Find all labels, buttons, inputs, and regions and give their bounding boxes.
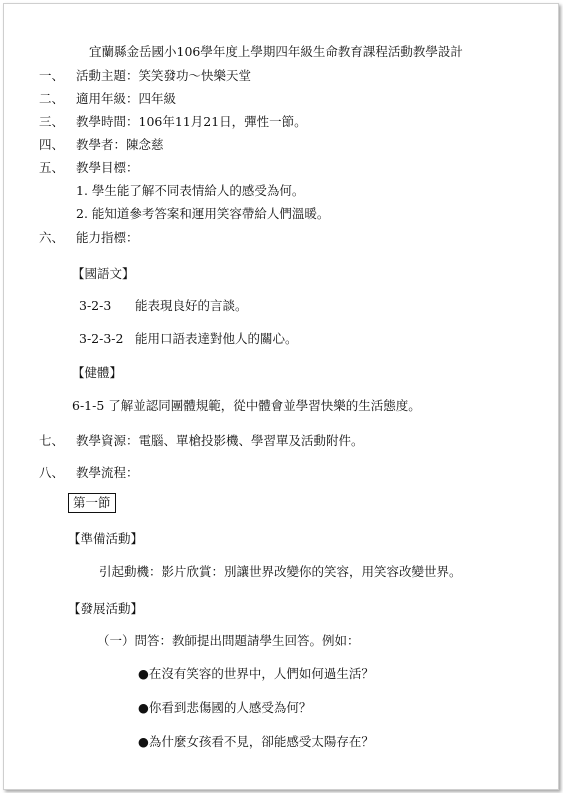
indicator-code: 3-2-3-2 (79, 331, 124, 346)
section-number: 三、 (39, 114, 65, 129)
indicator-text: 能用口語表達對他人的關心。 (135, 331, 298, 346)
section-text: 能力指標： (76, 230, 139, 245)
section-text: 教學時間：106年11月21日，彈性一節。 (76, 114, 307, 129)
section-text: 活動主題：笑笑發功～快樂天堂 (76, 68, 252, 83)
development-activity-header: 【發展活動】 (68, 601, 144, 616)
health-indicator: 6-1-5 了解並認同團體規範，從中體會並學習快樂的生活態度。 (72, 398, 421, 413)
section-number: 一、 (39, 68, 65, 83)
goal-item: 2. 能知道參考答案和運用笑容帶給人們溫暖。 (76, 206, 330, 221)
section-text: 教學資源：電腦、單槍投影機、學習單及活動附件。 (76, 433, 364, 448)
prep-activity-text: 引起動機：影片欣賞：別讓世界改變你的笑容，用笑容改變世界。 (99, 564, 462, 579)
indicator-code: 3-2-3 (79, 298, 112, 313)
lesson-label: 第一節 (68, 493, 116, 513)
goal-item: 1. 學生能了解不同表情給人的感受為何。 (76, 183, 305, 198)
question-bullet: ●為什麼女孩看不見，卻能感受太陽存在？ (138, 734, 374, 749)
section-number: 二、 (39, 91, 65, 106)
section-number: 六、 (39, 230, 65, 245)
health-header: 【健體】 (72, 365, 123, 380)
section-number: 七、 (39, 433, 65, 448)
section-text: 教學者：陳念慈 (76, 137, 164, 152)
section-number: 五、 (39, 160, 65, 175)
section-text: 適用年級：四年級 (76, 91, 177, 106)
document-page (3, 3, 559, 790)
development-question-intro: （一）問答：教師提出問題請學生回答。例如： (97, 633, 360, 648)
document-title: 宜蘭縣金岳國小106學年度上學期四年級生命教育課程活動教學設計 (89, 44, 463, 59)
indicator-text: 能表現良好的言談。 (135, 298, 248, 313)
section-text: 教學目標： (76, 160, 139, 175)
question-bullet: ●你看到悲傷國的人感受為何？ (138, 700, 312, 715)
prep-activity-header: 【準備活動】 (68, 531, 144, 546)
chinese-header: 【國語文】 (72, 266, 135, 281)
section-number: 四、 (39, 137, 65, 152)
section-text: 教學流程： (76, 465, 139, 480)
section-number: 八、 (39, 465, 65, 480)
question-bullet: ●在沒有笑容的世界中，人們如何過生活？ (138, 666, 374, 681)
